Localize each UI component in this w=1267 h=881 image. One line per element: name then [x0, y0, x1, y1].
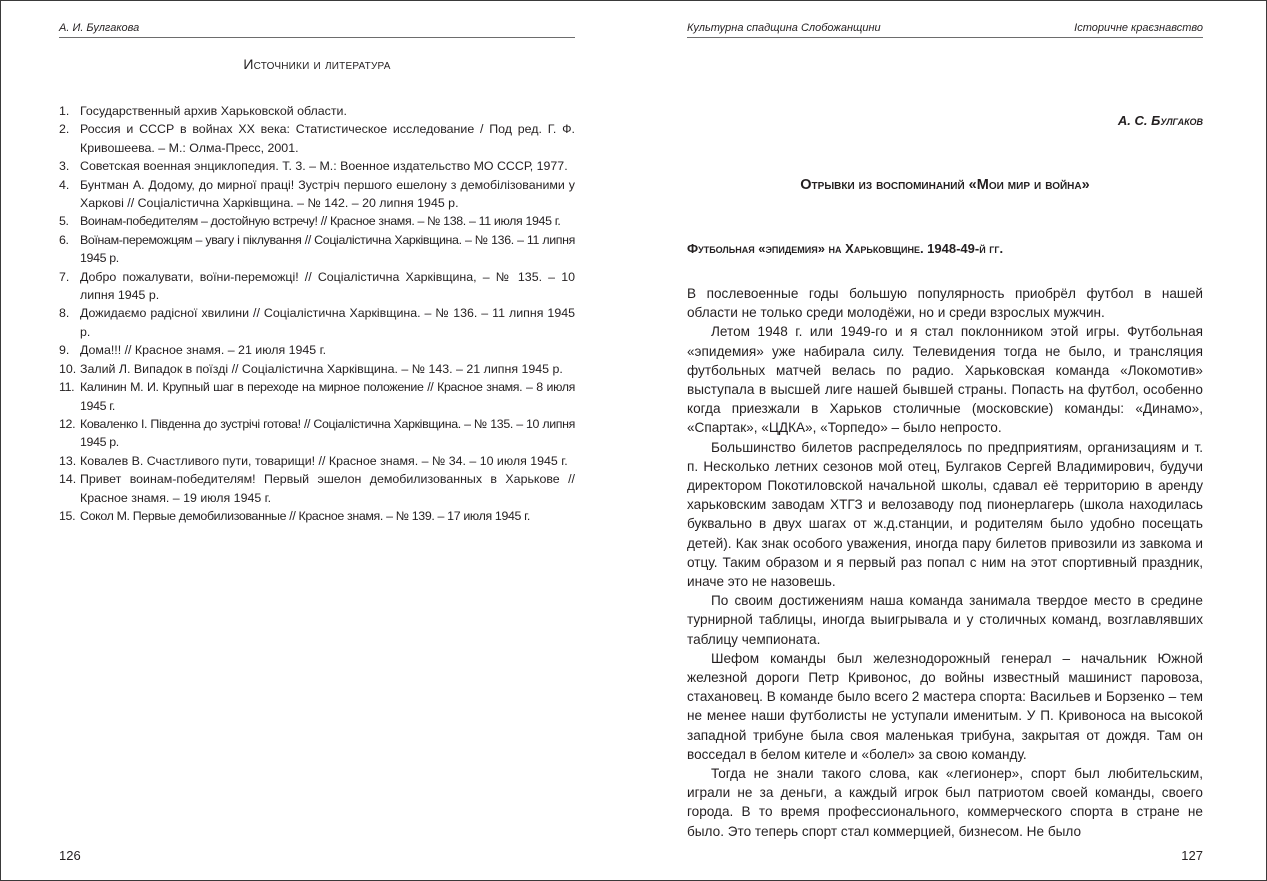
article-body [687, 284, 1203, 841]
reference-item [59, 157, 575, 175]
paragraph: Шефом команды был железнодорожный генерал – начальник Южной железной дороги Петр Кривонос, до войны известный машинист паровоза, стахановец. В команде было всего 2 мастера спорта: Васильев и Борзенко – тем не менее наши футболисты не уступали именитым. У П. Кривоноса на высокой западной трибуне была своя маленькая трибуна, закрытая от дождя. Там он восседал в белом кителе и «болел» за свою команду. [687, 650, 1203, 762]
section-title: Источники и литература [243, 56, 391, 72]
reference-item [59, 341, 575, 359]
running-head-collection: Культурна спадщина Слобожанщини [687, 22, 881, 34]
reference-list [59, 102, 575, 525]
reference-number: 15. [59, 508, 76, 523]
reference-text: Дома!!! // Красное знамя. – 21 июля 1945 г. [80, 343, 327, 358]
right-page [687, 1, 1203, 880]
paragraph: Большинство билетов распределялось по предприятиям, организациям и т. п. Несколько летних сезонов мой отец, Булгаков Сергей Владимирович, будучи директором Покотиловской начальной школы, сдавал её территорию в аренду харьковским заводам ХТГЗ и велозаводу под пионерлагерь (школа находилась буквально в двух шагах от ж.д.станции, и родителям было удобно посещать детей). Как знак особого уважения, иногда пару билетов привозили из завкома и отцу. Таким образом и я первый раз попал с ним на этот спортивный праздник, иначе это не назовешь. [687, 439, 1203, 590]
reference-number: 2. [59, 122, 70, 137]
reference-text: Государственный архив Харьковской области. [80, 104, 347, 118]
reference-text: Сокол М. Первые демобилизованные // Красное знамя. – № 139. – 17 июля 1945 г. [80, 508, 530, 523]
reference-number: 3. [59, 159, 70, 174]
article-author: А. С. Булгаков [1117, 113, 1203, 128]
reference-number: 14. [59, 472, 77, 487]
reference-item [59, 176, 575, 213]
reference-item [59, 360, 575, 378]
running-head-section: Історичне краєзнавство [1074, 22, 1203, 34]
article-title: Отрывки из воспоминаний «Мои мир и война» [800, 177, 1090, 193]
reference-item [59, 212, 575, 230]
reference-item [59, 378, 575, 415]
reference-number: 5. [59, 214, 69, 229]
reference-item [59, 231, 575, 268]
reference-text: Россия и СССР в войнах XX века: Статистическое исследование / Под ред. Г. Ф. Кривошеева. – М.: Олма-Пресс, 2001. [80, 122, 575, 155]
reference-item [59, 120, 575, 157]
reference-number: 1. [59, 104, 70, 118]
reference-number: 13. [59, 453, 77, 468]
reference-text: Привет воинам-победителям! Первый эшелон демобилизованных в Харькове // Красное знамя. – 19 июля 1945 г. [80, 472, 575, 505]
reference-number: 9. [59, 343, 70, 358]
reference-item [59, 304, 575, 341]
reference-item [59, 268, 575, 305]
reference-number: 6. [59, 232, 69, 247]
reference-text: Бунтман А. Додому, до мирної праці! Зустріч першого ешелону з демобілізованими у Харкові // Соціалістична Харківщина. – № 142. – 20 липня 1945 р. [80, 177, 575, 211]
reference-number: 8. [59, 306, 70, 321]
reference-text: Коваленко І. Південна до зустрічі готова! // Соціалістична Харківщина. – № 135. – 10 липня 1945 р. [80, 416, 575, 450]
running-head [59, 22, 575, 38]
reference-text: Воинам-победителям – достойную встречу! // Красное знамя. – № 138. – 11 июля 1945 г. [80, 214, 561, 229]
left-page [59, 1, 575, 880]
reference-number: 4. [59, 177, 70, 192]
paragraph: Летом 1948 г. или 1949-го и я стал поклонником этой игры. Футбольная «эпидемия» уже набирала силу. Телевидения тогда не было, и трансляция футбольных матчей велась по радио. Харьковская команда «Локомотив» выступала в высшей лиге нашей бывшей страны. Попасть на футбол, особенно когда приезжали в Харьков столичные (московские) команды: «Динамо», «Спартак», «ЦДКА», «Торпедо» – было непросто. [687, 324, 1203, 436]
reference-text: Добро пожалувати, воїни-переможці! // Соціалістична Харківщина, – № 135. – 10 липня 1945 р. [80, 269, 575, 303]
reference-text: Ковалев В. Счастливого пути, товарищи! // Красное знамя. – № 34. – 10 июля 1945 г. [80, 453, 568, 468]
reference-number: 10. [59, 361, 77, 376]
reference-text: Советская военная энциклопедия. Т. 3. – М.: Военное издательство МО СССР, 1977. [80, 159, 568, 174]
page-number: 126 [59, 848, 81, 863]
reference-text: Калинин М. И. Крупный шаг в переходе на мирное положение // Красное знамя. – 8 июля 1945 г. [80, 380, 575, 413]
reference-text: Залий Л. Випадок в поїзді // Соціалістична Харківщина. – № 143. – 21 липня 1945 р. [80, 361, 563, 376]
reference-item [59, 507, 575, 525]
page-number: 127 [1181, 848, 1203, 863]
reference-text: Воїнам-переможцям – увагу і піклування // Соціалістична Харківщина. – № 136. – 11 липня 1945 р. [80, 232, 575, 266]
paragraph: В послевоенные годы большую популярность приобрёл футбол в нашей области не только среди молодёжи, но и среди взрослых мужчин. [687, 286, 1203, 321]
paragraph: По своим достижениям наша команда занимала твердое место в средине турнирной таблицы, иногда выигрывала и у столичных команд, возглавлявших таблицу чемпионата. [687, 593, 1203, 647]
reference-number: 11. [59, 380, 75, 395]
paragraph: Тогда не знали такого слова, как «легионер», спорт был любительским, играли не за деньги, а каждый игрок был патриотом своей команды, своего города. В то время профессионального, коммерческого спорта в стране не было. Это теперь спорт стал коммерцией, бизнесом. Не было [687, 766, 1203, 839]
subsection-title: Футбольная «эпидемия» на Харьковщине. 1948-49-й гг. [687, 241, 1004, 256]
reference-item [59, 102, 575, 120]
reference-item [59, 452, 575, 470]
running-head [687, 22, 1203, 38]
reference-number: 7. [59, 269, 70, 284]
running-head-author: А. И. Булгакова [59, 22, 140, 34]
reference-number: 12. [59, 416, 76, 431]
reference-text: Дожидаємо радісної хвилини // Соціалістична Харківщина. – № 136. – 11 липня 1945 р. [80, 306, 575, 339]
reference-item [59, 415, 575, 452]
reference-item [59, 470, 575, 507]
